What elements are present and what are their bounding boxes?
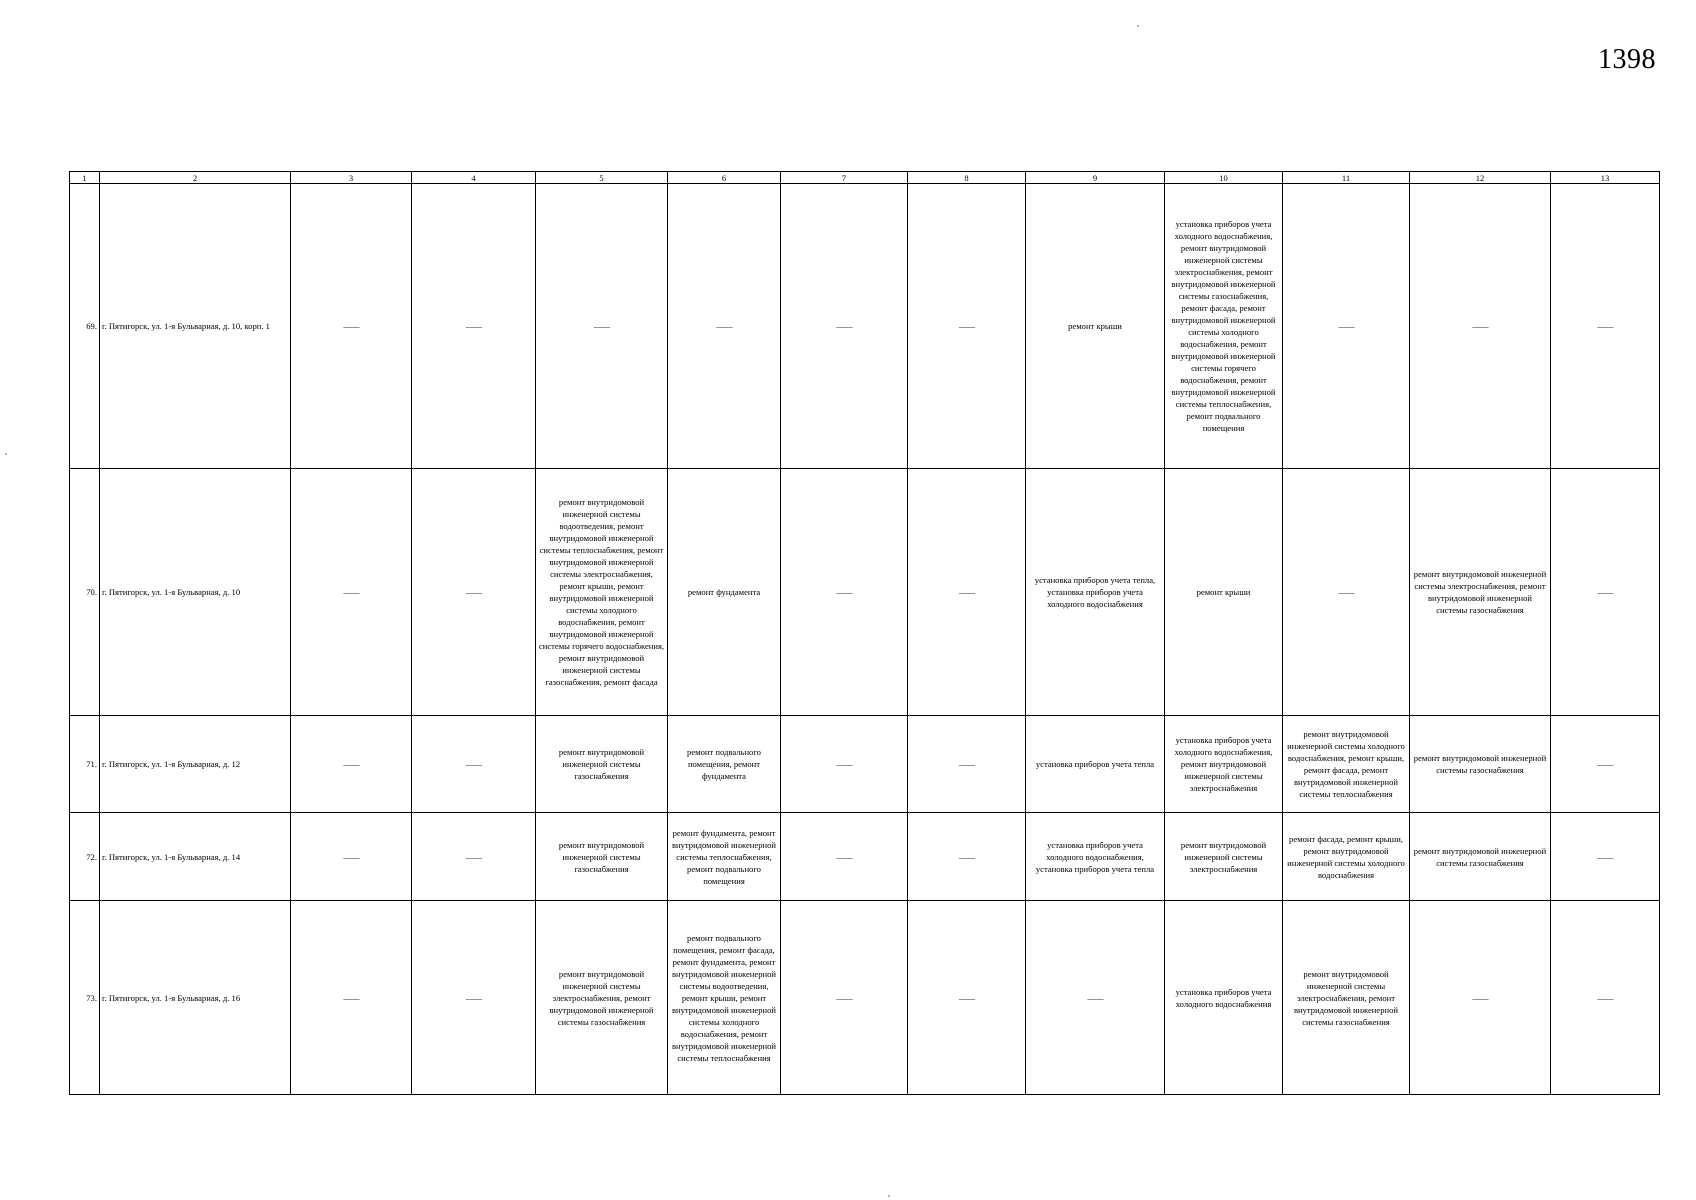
column-number: 5 [536,172,668,184]
table-cell: —— [781,716,908,813]
address-cell: г. Пятигорск, ул. 1-я Бульварная, д. 16 [100,901,291,1095]
table-cell: —— [908,184,1026,469]
table-cell: —— [291,716,412,813]
table-cell: —— [291,469,412,716]
column-number: 7 [781,172,908,184]
address-cell: г. Пятигорск, ул. 1-я Бульварная, д. 10, корп. 1 [100,184,291,469]
column-number: 13 [1551,172,1660,184]
address-cell: г. Пятигорск, ул. 1-я Бульварная, д. 12 [100,716,291,813]
column-number: 8 [908,172,1026,184]
table-cell: —— [781,184,908,469]
table-cell: —— [412,901,536,1095]
page-number: 1398 [1598,44,1656,75]
table-cell: ремонт внутридомовой инженерной системы газоснабжения [1410,716,1551,813]
column-number: 6 [668,172,781,184]
repair-schedule-table [69,171,1660,1095]
table-cell: ремонт фундамента [668,469,781,716]
table-cell: —— [908,813,1026,901]
column-number: 10 [1165,172,1283,184]
scan-speck [5,453,7,455]
table-cell: ремонт фундамента, ремонт внутридомовой инженерной системы теплоснабжения, ремонт подвального помещения [668,813,781,901]
table-cell: установка приборов учета холодного водоснабжения, ремонт внутридомовой инженерной системы электроснабжения, ремонт внутридомовой инженерной системы газоснабжения, ремонт фасада, ремонт внутридомовой инженерной системы холодного водоснабжения, ремонт внутридомовой инженерной системы горячего водоснабжения, ремонт внутридомовой инженерной системы теплоснабжения, ремонт подвального помещения [1165,184,1283,469]
table-cell: ремонт внутридомовой инженерной системы электроснабжения, ремонт внутридомовой инженерной системы газоснабжения [1410,469,1551,716]
address-cell: г. Пятигорск, ул. 1-я Бульварная, д. 10 [100,469,291,716]
table-cell: —— [291,184,412,469]
table-cell: ремонт подвального помещения, ремонт фундамента [668,716,781,813]
column-number: 4 [412,172,536,184]
table-cell: ремонт фасада, ремонт крыши, ремонт внутридомовой инженерной системы холодного водоснабжения [1283,813,1410,901]
row-number: 73. [70,901,100,1095]
table-cell: —— [781,901,908,1095]
row-number: 72. [70,813,100,901]
table-row [70,901,1660,1095]
table-cell: ремонт внутридомовой инженерной системы холодного водоснабжения, ремонт крыши, ремонт фасада, ремонт внутридомовой инженерной системы теплоснабжения [1283,716,1410,813]
table-cell: ремонт подвального помещения, ремонт фасада, ремонт фундамента, ремонт внутридомовой инженерной системы водоотведения, ремонт крыши, ремонт внутридомовой инженерной системы холодного водоснабжения, ремонт внутридомовой инженерной системы теплоснабжения [668,901,781,1095]
table-cell: —— [412,184,536,469]
table-cell: установка приборов учета холодного водоснабжения [1165,901,1283,1095]
table-cell: —— [1551,716,1660,813]
table-cell: —— [668,184,781,469]
table-cell: —— [908,901,1026,1095]
table-cell: —— [1026,901,1165,1095]
table-cell: —— [412,469,536,716]
table-cell: —— [536,184,668,469]
table-cell: —— [1551,901,1660,1095]
table-cell: —— [781,469,908,716]
table-cell: установка приборов учета тепла [1026,716,1165,813]
row-number: 69. [70,184,100,469]
table-cell: —— [781,813,908,901]
table-cell: —— [1410,184,1551,469]
table-cell: ремонт крыши [1026,184,1165,469]
table-cell: —— [1551,469,1660,716]
row-number: 70. [70,469,100,716]
table-cell: —— [291,901,412,1095]
column-number: 3 [291,172,412,184]
table-cell: —— [1283,469,1410,716]
table-cell: —— [1410,901,1551,1095]
scan-speck [1137,25,1139,27]
table-cell: ремонт внутридомовой инженерной системы электроснабжения, ремонт внутридомовой инженерной системы газоснабжения [536,901,668,1095]
table-row [70,813,1660,901]
table-cell: ремонт внутридомовой инженерной системы электроснабжения [1165,813,1283,901]
table-cell: —— [908,716,1026,813]
column-number: 11 [1283,172,1410,184]
table-cell: —— [291,813,412,901]
column-number: 12 [1410,172,1551,184]
table-cell: ремонт внутридомовой инженерной системы водоотведения, ремонт внутридомовой инженерной системы теплоснабжения, ремонт внутридомовой инженерной системы электроснабжения, ремонт крыши, ремонт внутридомовой инженерной системы холодного водоснабжения, ремонт внутридомовой инженерной системы горячего водоснабжения, ремонт внутридомовой инженерной системы газоснабжения, ремонт фасада [536,469,668,716]
table-cell: —— [1551,184,1660,469]
table-cell: —— [1551,813,1660,901]
table-cell: установка приборов учета тепла, установка приборов учета холодного водоснабжения [1026,469,1165,716]
address-cell: г. Пятигорск, ул. 1-я Бульварная, д. 14 [100,813,291,901]
table-cell: ремонт крыши [1165,469,1283,716]
table-cell: ремонт внутридомовой инженерной системы газоснабжения [536,716,668,813]
row-number: 71. [70,716,100,813]
table-cell: ремонт внутридомовой инженерной системы газоснабжения [1410,813,1551,901]
column-number: 9 [1026,172,1165,184]
table-cell: —— [908,469,1026,716]
table-cell: —— [1283,184,1410,469]
column-number-row [70,172,1660,184]
column-number: 1 [70,172,100,184]
table-cell: установка приборов учета холодного водоснабжения, ремонт внутридомовой инженерной системы электроснабжения [1165,716,1283,813]
table-row [70,184,1660,469]
table-cell: —— [412,716,536,813]
table-cell: —— [412,813,536,901]
table-cell: ремонт внутридомовой инженерной системы электроснабжения, ремонт внутридомовой инженерной системы газоснабжения [1283,901,1410,1095]
table-cell: установка приборов учета холодного водоснабжения, установка приборов учета тепла [1026,813,1165,901]
table-cell: ремонт внутридомовой инженерной системы газоснабжения [536,813,668,901]
scan-speck [888,1195,890,1197]
column-number: 2 [100,172,291,184]
table-row [70,469,1660,716]
table-row [70,716,1660,813]
